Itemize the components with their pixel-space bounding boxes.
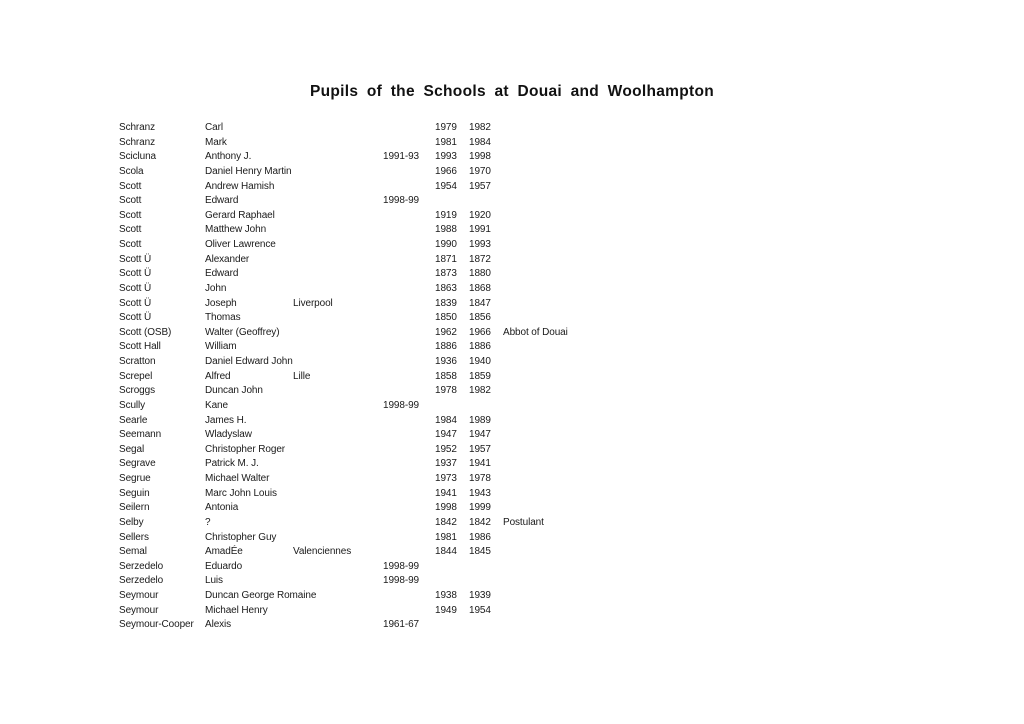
year-from-cell: 1850 xyxy=(435,312,457,324)
year-to-cell: 1939 xyxy=(469,590,491,601)
note-cell xyxy=(503,355,919,370)
forename-cell: Daniel Edward John xyxy=(205,356,293,367)
range-cell xyxy=(383,501,435,516)
table-row xyxy=(119,238,919,253)
place-cell xyxy=(293,136,383,151)
range-cell xyxy=(383,340,435,355)
year-to-cell: 1886 xyxy=(469,341,491,353)
year-from-cell: 1952 xyxy=(435,443,457,455)
surname-cell: Sellers xyxy=(119,531,149,543)
table-row xyxy=(119,545,919,560)
range-cell xyxy=(383,531,435,546)
year-to-cell: 1999 xyxy=(469,502,491,514)
note-cell xyxy=(503,311,919,326)
note-cell xyxy=(503,223,919,238)
place-cell xyxy=(293,574,383,589)
table-row xyxy=(119,589,919,604)
year-from-cell xyxy=(435,618,469,633)
range-cell xyxy=(383,472,435,487)
note-cell xyxy=(503,604,919,619)
range-cell xyxy=(383,516,435,531)
surname-cell: Screpel xyxy=(119,370,153,382)
year-from-cell: 1863 xyxy=(435,282,457,294)
note-cell xyxy=(503,297,919,312)
range-cell xyxy=(383,326,435,341)
table-row xyxy=(119,180,919,195)
year-to-cell: 1970 xyxy=(469,165,491,177)
table-row xyxy=(119,516,919,531)
year-to-cell: 1989 xyxy=(469,414,491,426)
place-cell xyxy=(293,487,383,502)
table-row xyxy=(119,370,919,385)
year-to-cell: 1868 xyxy=(469,282,491,294)
forename-cell: AmadÉe xyxy=(205,546,243,558)
place-cell xyxy=(293,560,383,575)
note-cell xyxy=(503,545,919,560)
year-from-cell: 1962 xyxy=(435,326,457,338)
range-cell: 1961-67 xyxy=(383,619,419,631)
surname-cell: Seymour-Cooper xyxy=(119,619,194,631)
range-cell: 1998-99 xyxy=(383,399,419,411)
year-to-cell: 1920 xyxy=(469,209,491,221)
range-cell xyxy=(383,414,435,429)
surname-cell: Scott Hall xyxy=(119,341,161,353)
year-to-cell: 1847 xyxy=(469,297,491,309)
year-to-cell: 1845 xyxy=(469,546,491,558)
place-cell xyxy=(293,238,383,253)
forename-cell: Wladyslaw xyxy=(205,429,252,441)
surname-cell: Searle xyxy=(119,414,148,426)
note-cell xyxy=(503,560,919,575)
year-to-cell: 1957 xyxy=(469,180,491,192)
note-cell xyxy=(503,150,919,165)
range-cell xyxy=(383,370,435,385)
forename-cell: Walter (Geoffrey) xyxy=(205,326,280,338)
range-cell xyxy=(383,136,435,151)
note-cell xyxy=(503,121,919,136)
surname-cell: Scratton xyxy=(119,356,156,367)
place-cell xyxy=(293,194,383,209)
surname-cell: Scott xyxy=(119,180,142,192)
year-to-cell: 1856 xyxy=(469,312,491,324)
year-to-cell: 1943 xyxy=(469,487,491,499)
table-row xyxy=(119,487,919,502)
note-cell xyxy=(503,589,919,604)
forename-cell: Alfred xyxy=(205,370,231,382)
place-cell xyxy=(293,209,383,224)
range-cell xyxy=(383,180,435,195)
surname-cell: Scott Ü xyxy=(119,253,152,265)
year-from-cell: 1973 xyxy=(435,473,457,484)
table-row xyxy=(119,150,919,165)
note-cell xyxy=(503,487,919,502)
forename-cell: Luis xyxy=(205,575,223,587)
table-row xyxy=(119,267,919,282)
forename-cell: Alexander xyxy=(205,253,250,265)
range-cell xyxy=(383,545,435,560)
range-cell xyxy=(383,457,435,472)
table-row xyxy=(119,472,919,487)
year-to-cell: 1880 xyxy=(469,268,491,280)
forename-cell: William xyxy=(205,341,237,353)
surname-cell: Scicluna xyxy=(119,151,156,163)
range-cell xyxy=(383,282,435,297)
year-to-cell: 1993 xyxy=(469,239,491,250)
year-from-cell: 1936 xyxy=(435,356,457,367)
forename-cell: John xyxy=(205,282,227,294)
forename-cell: James H. xyxy=(205,414,247,426)
year-from-cell: 1886 xyxy=(435,341,457,353)
range-cell xyxy=(383,297,435,312)
range-cell xyxy=(383,443,435,458)
year-from-cell: 1981 xyxy=(435,136,457,148)
surname-cell: Scully xyxy=(119,399,146,411)
range-cell xyxy=(383,267,435,282)
year-to-cell xyxy=(469,574,503,589)
note-cell xyxy=(503,501,919,516)
range-cell xyxy=(383,121,435,136)
surname-cell: Scott Ü xyxy=(119,312,152,324)
note-cell xyxy=(503,180,919,195)
forename-cell: Mark xyxy=(205,136,227,148)
surname-cell: Semal xyxy=(119,546,147,558)
place-cell xyxy=(293,428,383,443)
place-cell: Lille xyxy=(293,370,311,382)
note-cell xyxy=(503,209,919,224)
table-row xyxy=(119,282,919,297)
note-cell xyxy=(503,443,919,458)
forename-cell: Daniel Henry Martin xyxy=(205,165,292,177)
year-to-cell: 1984 xyxy=(469,136,491,148)
note-cell xyxy=(503,574,919,589)
place-cell xyxy=(293,457,383,472)
forename-cell: Christopher Roger xyxy=(205,443,286,455)
year-from-cell: 1966 xyxy=(435,165,457,177)
year-from-cell xyxy=(435,194,469,209)
table-row xyxy=(119,574,919,589)
forename-cell: Christopher Guy xyxy=(205,531,277,543)
year-from-cell: 1938 xyxy=(435,590,457,601)
table-row xyxy=(119,209,919,224)
table-row xyxy=(119,340,919,355)
year-to-cell: 1978 xyxy=(469,473,491,484)
note-cell: Postulant xyxy=(503,516,544,528)
surname-cell: Segrue xyxy=(119,473,151,484)
place-cell xyxy=(293,340,383,355)
surname-cell: Scott xyxy=(119,239,142,250)
note-cell xyxy=(503,253,919,268)
surname-cell: Scott xyxy=(119,195,142,207)
year-to-cell: 1991 xyxy=(469,224,491,236)
surname-cell: Scott xyxy=(119,209,142,221)
year-to-cell xyxy=(469,399,503,414)
range-cell xyxy=(383,209,435,224)
note-cell xyxy=(503,384,919,399)
place-cell xyxy=(293,399,383,414)
place-cell: Valenciennes xyxy=(293,546,352,558)
table-row xyxy=(119,253,919,268)
place-cell xyxy=(293,516,383,531)
note-cell xyxy=(503,531,919,546)
place-cell xyxy=(293,501,383,516)
place-cell xyxy=(293,326,383,341)
range-cell xyxy=(383,589,435,604)
place-cell xyxy=(293,604,383,619)
place-cell: Liverpool xyxy=(293,297,333,309)
surname-cell: Scott xyxy=(119,224,142,236)
range-cell xyxy=(383,238,435,253)
year-from-cell: 1839 xyxy=(435,297,457,309)
place-cell xyxy=(293,472,383,487)
place-cell xyxy=(293,443,383,458)
year-from-cell: 1949 xyxy=(435,604,457,616)
year-from-cell: 1873 xyxy=(435,268,457,280)
year-from-cell: 1990 xyxy=(435,239,457,250)
year-to-cell: 1982 xyxy=(469,385,491,397)
place-cell xyxy=(293,253,383,268)
range-cell: 1991-93 xyxy=(383,151,419,163)
surname-cell: Seilern xyxy=(119,502,150,514)
forename-cell: Michael Walter xyxy=(205,473,270,484)
place-cell xyxy=(293,267,383,282)
year-to-cell: 1986 xyxy=(469,531,491,543)
table-row xyxy=(119,618,919,633)
note-cell xyxy=(503,136,919,151)
place-cell xyxy=(293,384,383,399)
range-cell xyxy=(383,384,435,399)
surname-cell: Seymour xyxy=(119,604,159,616)
forename-cell: Oliver Lawrence xyxy=(205,239,276,250)
surname-cell: Serzedelo xyxy=(119,560,164,572)
forename-cell: Anthony J. xyxy=(205,151,252,163)
forename-cell: Edward xyxy=(205,268,239,280)
place-cell xyxy=(293,414,383,429)
note-cell xyxy=(503,428,919,443)
note-cell xyxy=(503,618,919,633)
forename-cell: Thomas xyxy=(205,312,241,324)
place-cell xyxy=(293,121,383,136)
forename-cell: Duncan George Romaine xyxy=(205,590,317,601)
table-row xyxy=(119,384,919,399)
range-cell: 1998-99 xyxy=(383,195,419,207)
table-row xyxy=(119,326,919,341)
surname-cell: Selby xyxy=(119,516,144,528)
year-from-cell: 1981 xyxy=(435,531,457,543)
year-to-cell: 1941 xyxy=(469,458,491,470)
table-row xyxy=(119,443,919,458)
forename-cell: Edward xyxy=(205,195,239,207)
pupils-table xyxy=(119,121,919,633)
year-from-cell: 1871 xyxy=(435,253,457,265)
note-cell xyxy=(503,165,919,180)
place-cell xyxy=(293,282,383,297)
year-to-cell: 1947 xyxy=(469,429,491,441)
range-cell xyxy=(383,355,435,370)
year-from-cell: 1919 xyxy=(435,209,457,221)
forename-cell: Antonia xyxy=(205,502,239,514)
range-cell xyxy=(383,487,435,502)
note-cell: Abbot of Douai xyxy=(503,326,568,338)
year-to-cell: 1998 xyxy=(469,151,491,163)
table-row xyxy=(119,501,919,516)
year-to-cell: 1842 xyxy=(469,516,491,528)
year-from-cell: 1993 xyxy=(435,151,457,163)
forename-cell: Duncan John xyxy=(205,385,263,397)
year-from-cell: 1858 xyxy=(435,370,457,382)
place-cell xyxy=(293,355,383,370)
year-to-cell: 1982 xyxy=(469,122,491,133)
year-from-cell: 1978 xyxy=(435,385,457,397)
year-from-cell: 1988 xyxy=(435,224,457,236)
surname-cell: Segal xyxy=(119,443,145,455)
note-cell xyxy=(503,370,919,385)
year-from-cell: 1979 xyxy=(435,122,457,133)
note-cell xyxy=(503,457,919,472)
place-cell xyxy=(293,150,383,165)
year-to-cell: 1954 xyxy=(469,604,491,616)
table-row xyxy=(119,136,919,151)
table-row xyxy=(119,223,919,238)
note-cell xyxy=(503,282,919,297)
year-from-cell xyxy=(435,560,469,575)
range-cell xyxy=(383,223,435,238)
note-cell xyxy=(503,414,919,429)
table-row xyxy=(119,399,919,414)
year-from-cell xyxy=(435,399,469,414)
surname-cell: Scott Ü xyxy=(119,282,152,294)
surname-cell: Seguin xyxy=(119,487,150,499)
table-row xyxy=(119,121,919,136)
forename-cell: Andrew Hamish xyxy=(205,180,275,192)
place-cell xyxy=(293,531,383,546)
surname-cell: Serzedelo xyxy=(119,575,164,587)
forename-cell: Patrick M. J. xyxy=(205,458,259,470)
surname-cell: Seymour xyxy=(119,590,159,601)
place-cell xyxy=(293,180,383,195)
surname-cell: Schranz xyxy=(119,122,155,133)
note-cell xyxy=(503,340,919,355)
forename-cell: Carl xyxy=(205,122,223,133)
place-cell xyxy=(293,589,383,604)
range-cell: 1998-99 xyxy=(383,575,419,587)
year-from-cell: 1984 xyxy=(435,414,457,426)
note-cell xyxy=(503,194,919,209)
forename-cell: Alexis xyxy=(205,619,232,631)
forename-cell: Matthew John xyxy=(205,224,267,236)
year-to-cell xyxy=(469,618,503,633)
surname-cell: Schranz xyxy=(119,136,155,148)
forename-cell: Joseph xyxy=(205,297,237,309)
year-to-cell: 1872 xyxy=(469,253,491,265)
note-cell xyxy=(503,472,919,487)
year-from-cell: 1937 xyxy=(435,458,457,470)
table-row xyxy=(119,165,919,180)
year-from-cell xyxy=(435,574,469,589)
table-row xyxy=(119,194,919,209)
year-from-cell: 1842 xyxy=(435,516,457,528)
surname-cell: Scott (OSB) xyxy=(119,326,172,338)
year-to-cell xyxy=(469,194,503,209)
table-row xyxy=(119,414,919,429)
note-cell xyxy=(503,399,919,414)
table-row xyxy=(119,560,919,575)
forename-cell: ? xyxy=(205,516,211,528)
place-cell xyxy=(293,618,383,633)
range-cell: 1998-99 xyxy=(383,560,419,572)
range-cell xyxy=(383,253,435,268)
surname-cell: Scott Ü xyxy=(119,268,152,280)
table-row xyxy=(119,531,919,546)
forename-cell: Kane xyxy=(205,399,228,411)
range-cell xyxy=(383,428,435,443)
surname-cell: Seemann xyxy=(119,429,162,441)
year-to-cell: 1957 xyxy=(469,443,491,455)
year-from-cell: 1947 xyxy=(435,429,457,441)
surname-cell: Scroggs xyxy=(119,385,155,397)
table-row xyxy=(119,457,919,472)
table-row xyxy=(119,311,919,326)
note-cell xyxy=(503,267,919,282)
place-cell xyxy=(293,311,383,326)
page-title: Pupils of the Schools at Douai and Woolhampton xyxy=(309,83,715,100)
year-from-cell: 1844 xyxy=(435,546,457,558)
range-cell xyxy=(383,604,435,619)
year-to-cell: 1940 xyxy=(469,356,491,367)
table-row xyxy=(119,297,919,312)
surname-cell: Scola xyxy=(119,165,144,177)
table-row xyxy=(119,355,919,370)
surname-cell: Scott Ü xyxy=(119,297,152,309)
year-from-cell: 1941 xyxy=(435,487,457,499)
table-row xyxy=(119,428,919,443)
surname-cell: Segrave xyxy=(119,458,156,470)
year-from-cell: 1954 xyxy=(435,180,457,192)
year-to-cell: 1859 xyxy=(469,370,491,382)
forename-cell: Eduardo xyxy=(205,560,243,572)
forename-cell: Gerard Raphael xyxy=(205,209,275,221)
year-to-cell xyxy=(469,560,503,575)
range-cell xyxy=(383,165,435,180)
place-cell xyxy=(293,223,383,238)
year-from-cell: 1998 xyxy=(435,502,457,514)
place-cell xyxy=(293,165,383,180)
note-cell xyxy=(503,238,919,253)
range-cell xyxy=(383,311,435,326)
table-row xyxy=(119,604,919,619)
forename-cell: Michael Henry xyxy=(205,604,268,616)
year-to-cell: 1966 xyxy=(469,326,491,338)
forename-cell: Marc John Louis xyxy=(205,487,277,499)
